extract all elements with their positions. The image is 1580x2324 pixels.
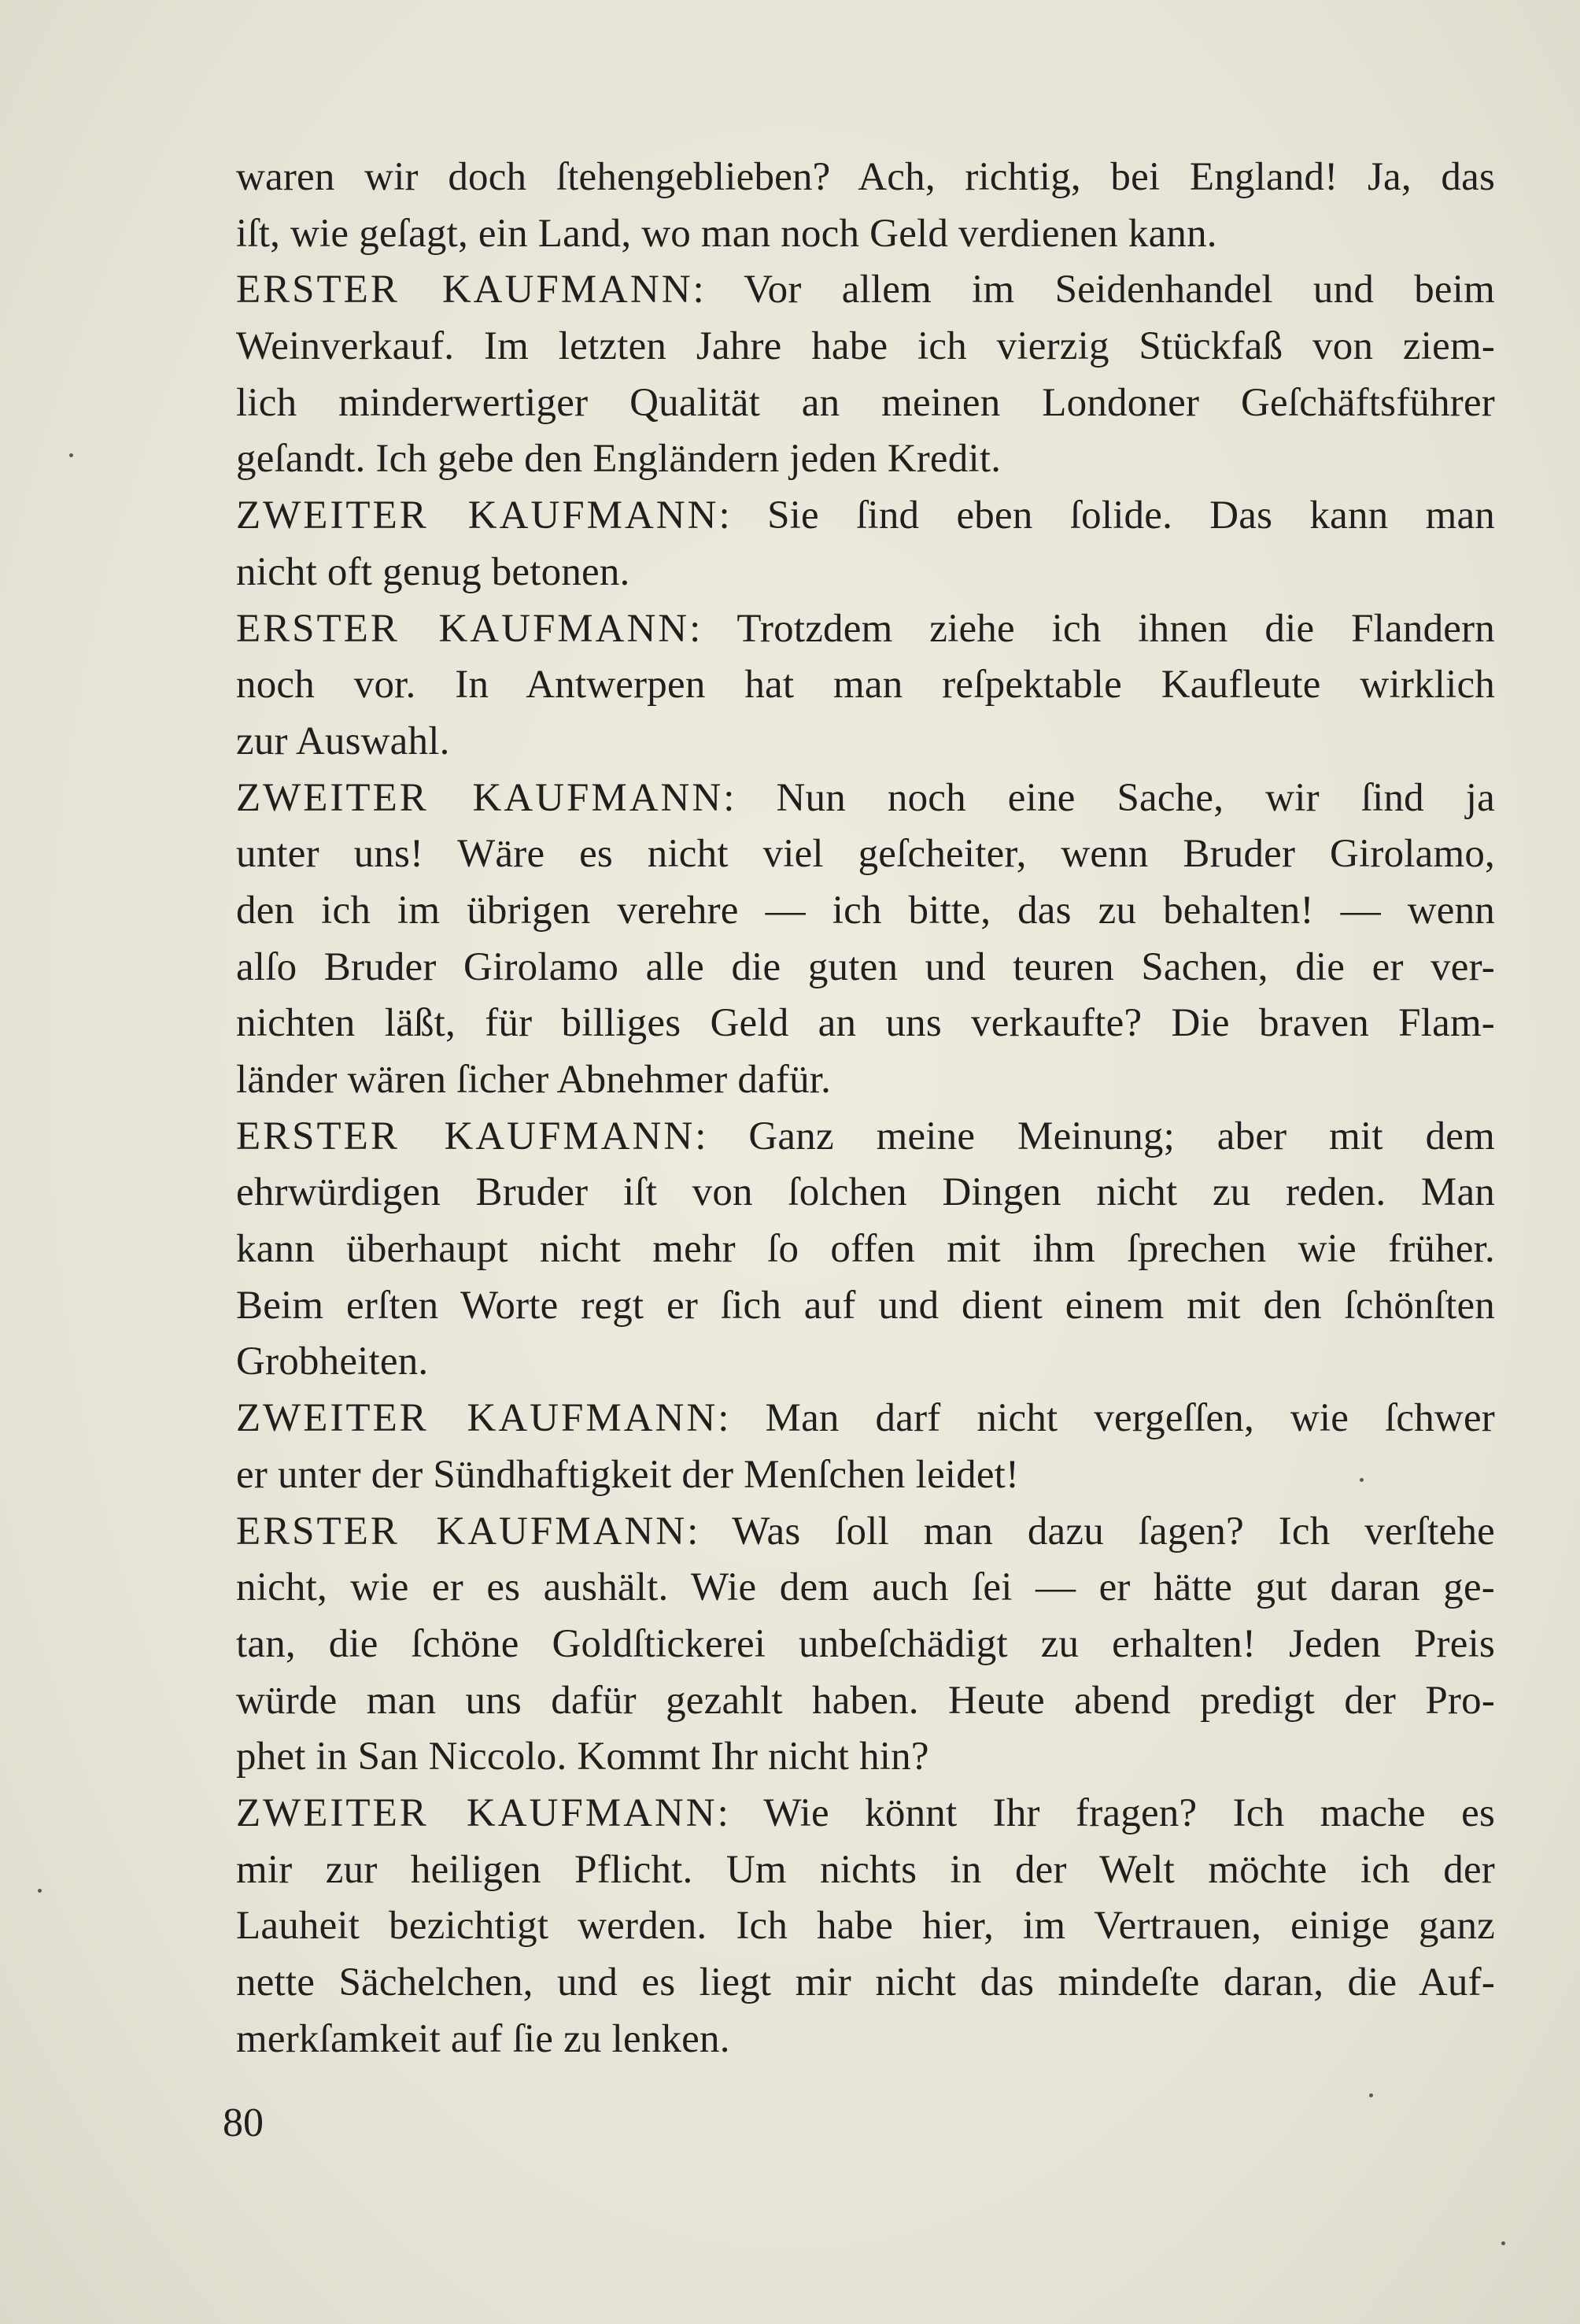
- text-line: ZWEITER KAUFMANN: Sie ſind eben ſolide. Das kann man: [236, 493, 1495, 538]
- text-line: zur Auswahl.: [236, 719, 450, 763]
- text-line: er unter der Sündhaftigkeit der Menſchen leidet!: [236, 1452, 1020, 1497]
- speaker-name: ZWEITER KAUFMANN: [236, 1790, 718, 1835]
- speaker-name: ERSTER KAUFMANN: [236, 606, 690, 651]
- text-line: länder wären ſicher Abnehmer dafür.: [236, 1058, 832, 1102]
- text-line: ERSTER KAUFMANN: Trotzdem ziehe ich ihnen die Flandern: [236, 606, 1495, 651]
- text-line: ERSTER KAUFMANN: Vor allem im Seidenhandel und beim: [236, 268, 1495, 312]
- text-line: Beim erſten Worte regt er ſich auf und dient einem mit den ſchönſten: [236, 1283, 1495, 1328]
- text-line: würde man uns dafür gezahlt haben. Heute abend predigt der Pro-: [236, 1678, 1495, 1723]
- text-line: iſt, wie geſagt, ein Land, wo man noch Geld verdienen kann.: [236, 211, 1217, 256]
- text-line: Lauheit bezichtigt werden. Ich habe hier, im Vertrauen, einige ganz: [236, 1904, 1495, 1949]
- text-line: alſo Bruder Girolamo alle die guten und teuren Sachen, die er ver-: [236, 944, 1495, 989]
- text-line: Grobheiten.: [236, 1339, 429, 1384]
- speaker-name: ZWEITER KAUFMANN: [236, 775, 724, 820]
- speaker-name: ERSTER KAUFMANN: [236, 1509, 688, 1554]
- text-line: ZWEITER KAUFMANN: Wie könnt Ihr fragen? Ich mache es: [236, 1790, 1495, 1835]
- speaker-name: ZWEITER KAUFMANN: [236, 493, 719, 538]
- text-line: merkſamkeit auf ſie zu lenken.: [236, 2016, 730, 2061]
- text-line: noch vor. In Antwerpen hat man reſpektable Kaufleute wirklich: [236, 663, 1495, 708]
- text-line: tan, die ſchöne Goldſtickerei unbeſchädigt zu erhalten! Jeden Preis: [236, 1621, 1495, 1666]
- page-body-text: [236, 150, 1495, 2067]
- text-line: mir zur heiligen Pflicht. Um nichts in der Welt möchte ich der: [236, 1847, 1495, 1892]
- text-line: den ich im übrigen verehre — ich bitte, das zu behalten! — wenn: [236, 888, 1495, 933]
- speaker-name: ZWEITER KAUFMANN: [236, 1396, 718, 1441]
- text-line: ZWEITER KAUFMANN: Nun noch eine Sache, wir ſind ja: [236, 775, 1495, 820]
- text-line: geſandt. Ich gebe den Engländern jeden Kredit.: [236, 437, 1002, 482]
- paper-speck: [69, 453, 73, 457]
- text-line: ERSTER KAUFMANN: Was ſoll man dazu ſagen? Ich verſtehe: [236, 1509, 1495, 1554]
- text-line: kann überhaupt nicht mehr ſo offen mit ihm ſprechen wie früher.: [236, 1227, 1495, 1272]
- text-line: ZWEITER KAUFMANN: Man darf nicht vergeſſen, wie ſchwer: [236, 1396, 1495, 1441]
- text-line: unter uns! Wäre es nicht viel geſcheiter, wenn Bruder Girolamo,: [236, 832, 1495, 877]
- text-line: nette Sächelchen, und es liegt mir nicht das mindeſte daran, die Auf-: [236, 1960, 1495, 2004]
- text-line: phet in San Niccolo. Kommt Ihr nicht hin?: [236, 1735, 929, 1779]
- paper-speck: [1360, 1478, 1364, 1482]
- paper-speck: [1501, 2241, 1505, 2245]
- speaker-name: ERSTER KAUFMANN: [236, 268, 693, 312]
- text-line: waren wir doch ſtehengeblieben? Ach, richtig, bei England! Ja, das: [236, 155, 1495, 199]
- page-number: 80: [223, 2100, 264, 2145]
- text-line: nichten läßt, für billiges Geld an uns verkaufte? Die braven Flam-: [236, 1001, 1495, 1046]
- text-line: nicht, wie er es aushält. Wie dem auch ſei — er hätte gut daran ge-: [236, 1565, 1495, 1610]
- paper-speck: [1369, 2093, 1373, 2097]
- paper-speck: [38, 1889, 42, 1893]
- text-line: Weinverkauf. Im letzten Jahre habe ich vierzig Stückfaß von ziem-: [236, 324, 1495, 369]
- text-line: ehrwürdigen Bruder iſt von ſolchen Dingen nicht zu reden. Man: [236, 1170, 1495, 1215]
- text-line: ERSTER KAUFMANN: Ganz meine Meinung; aber mit dem: [236, 1114, 1495, 1158]
- speaker-name: ERSTER KAUFMANN: [236, 1114, 696, 1158]
- text-line: nicht oft genug betonen.: [236, 549, 630, 594]
- text-line: lich minderwertiger Qualität an meinen Londoner Geſchäftsführer: [236, 380, 1495, 425]
